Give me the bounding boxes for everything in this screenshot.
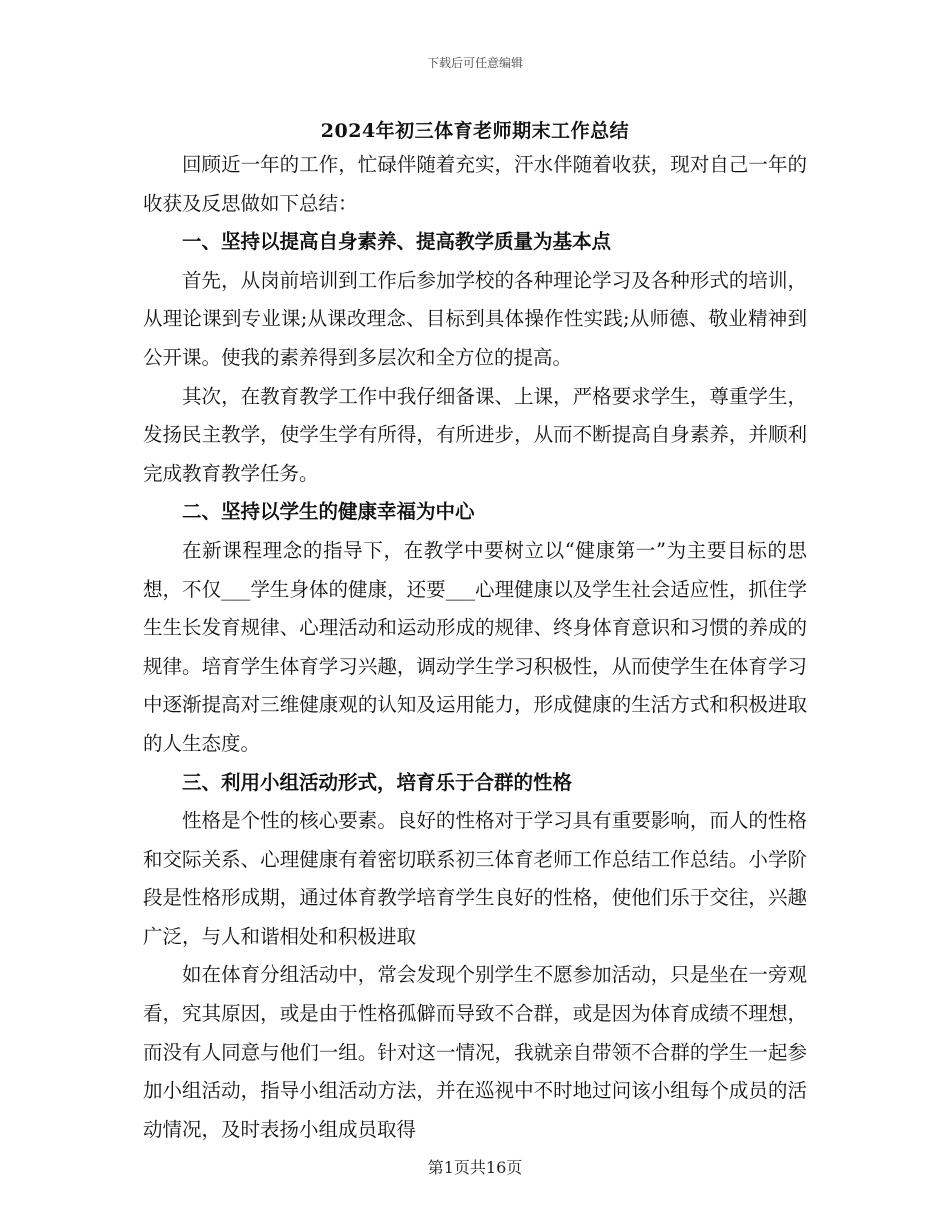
document-title: 2024年初三体育老师期末工作总结 <box>320 120 630 142</box>
section-heading-2: 二、坚持以学生的健康幸福为中心 <box>182 500 475 524</box>
section-1-paragraph-1: 首先，从岗前培训到工作后参加学校的各种理论学习及各种形式的培训，从理论课到专业课;从课改理念、目标到具体操作性实践;从师德、敬业精神到公开课。使我的素养得到多层次和全方位的提高。 <box>143 268 807 369</box>
section-3-paragraph-1: 性格是个性的核心要素。良好的性格对于学习具有重要影响，而人的性格和交际关系、心理健康有着密切联系初三体育老师工作总结工作总结。小学阶段是性格形成期，通过体育教学培育学生良好的性格，使他们乐于交往，兴趣广泛，与人和谐相处和积极进取 <box>143 809 807 948</box>
page-header-note: 下载后可任意编辑 <box>426 56 523 70</box>
section-heading-3: 三、利用小组活动形式，培育乐于合群的性格 <box>182 770 573 794</box>
document-body <box>143 146 807 1149</box>
section-heading-1: 一、坚持以提高自身素养、提高教学质量为基本点 <box>182 230 612 254</box>
intro-paragraph: 回顾近一年的工作，忙碌伴随着充实，汗水伴随着收获，现对自己一年的收获及反思做如下总结： <box>143 153 807 215</box>
section-3-paragraph-2: 如在体育分组活动中，常会发现个别学生不愿参加活动，只是坐在一旁观看，究其原因，或是由于性格孤僻而导致不合群，或是因为体育成绩不理想，而没有人同意与他们一组。针对这一情况，我就亲自带领不合群的学生一起参加小组活动，指导小组活动方法，并在巡视中不时地过问该小组每个成员的活动情况，及时表扬小组成员取得 <box>143 963 807 1141</box>
section-1-paragraph-2: 其次，在教育教学工作中我仔细备课、上课，严格要求学生，尊重学生，发扬民主教学，使学生学有所得，有所进步，从而不断提高自身素养，并顺利完成教育教学任务。 <box>143 384 807 485</box>
page-number: 第1页共16页 <box>427 1158 523 1177</box>
section-2-paragraph-1: 在新课程理念的指导下，在教学中要树立以“健康第一”为主要目标的思想，不仅___学生身体的健康，还要___心理健康以及学生社会适应性，抓住学生生长发育规律、心理活动和运动形成的规律、终身体育意识和习惯的养成的规律。培育学生体育学习兴趣，调动学生学习积极性，从而使学生在体育学习中逐渐提高对三维健康观的认知及运用能力，形成健康的生活方式和积极进取的人生态度。 <box>143 538 807 755</box>
